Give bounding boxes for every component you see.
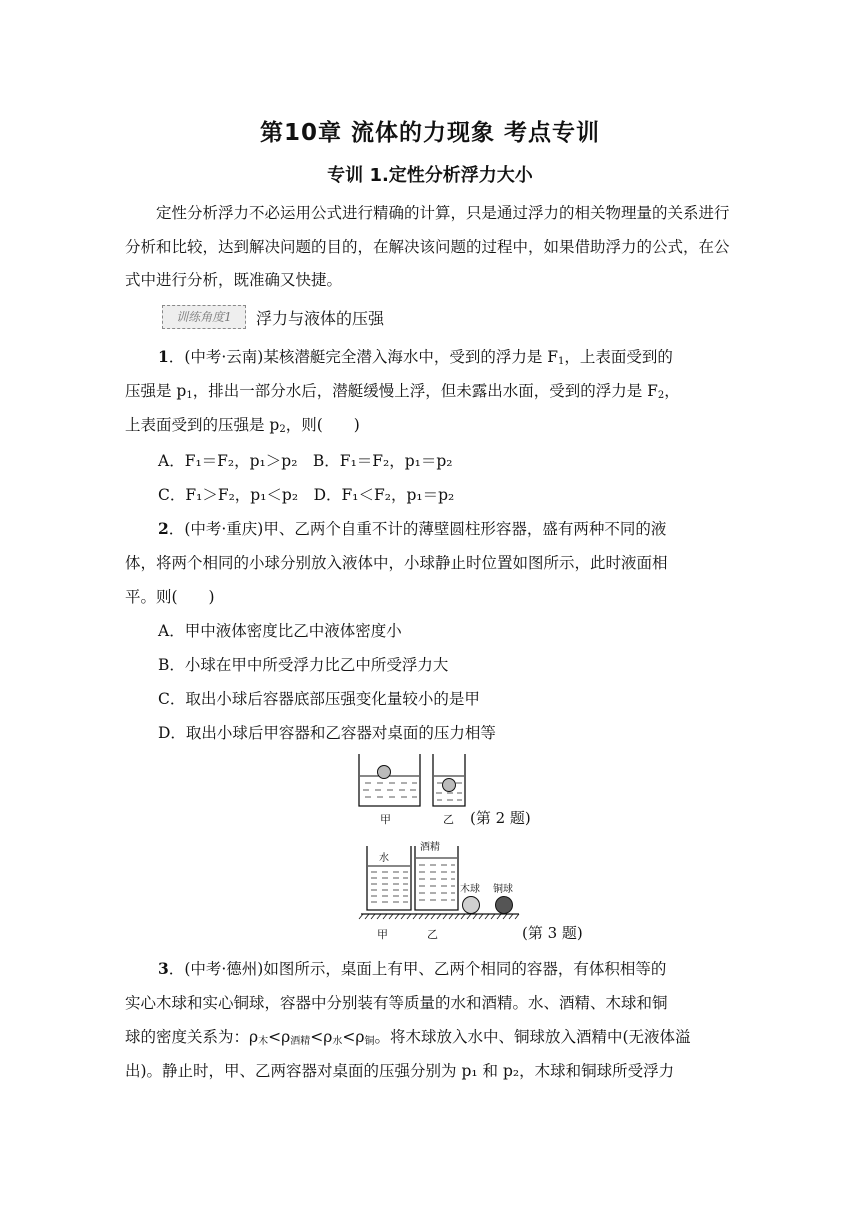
- q3-caption: (第 3 题): [522, 924, 583, 942]
- section-heading: 浮力与液体的压强: [256, 309, 385, 328]
- q1-line2: 压强是 $p_1$，排出一部分水后，潜艇缓慢上浮，但未露出水面，受到的浮力是 $F_2$，: [125, 382, 680, 401]
- container-jia: [359, 754, 420, 806]
- intro-paragraph: 定性分析浮力不必运用公式进行精确的计算，只是通过浮力的相关物理量的关系进行分析和比较，达到解决问题的目的，在解决该问题的过程中，如果借助浮力的公式，在公式中进行分析，既准确又快捷。: [125, 204, 730, 289]
- q2-option-b: B．小球在甲中所受浮力比乙中所受浮力大: [158, 656, 449, 674]
- q1-option-b: B．F₁＝F₂，p₁＝p₂: [312, 452, 453, 470]
- q2-option-c: C．取出小球后容器底部压强变化量较小的是甲: [158, 690, 480, 708]
- q1-line3: 上表面受到的压强是 $p_2$，则( ): [125, 416, 360, 435]
- q1-line1: 1．(中考·云南)某核潜艇完全潜入海水中，受到的浮力是 $F_1$，上表面受到的: [158, 347, 673, 367]
- ball-yi: [443, 779, 456, 792]
- q1-option-d: D．F₁＜F₂，p₁＝p₂: [313, 486, 455, 504]
- q3-line3: 球的密度关系为：$\rho_木<\rho_{酒精}<\rho_水<\rho_铜$。将木球放入水中、铜球放入酒精中(无液体溢: [125, 1028, 691, 1047]
- q2-line2: 体，将两个相同的小球分别放入液体中，小球静止时位置如图所示，此时液面相: [125, 554, 668, 572]
- q3-label-alcohol: 酒精: [420, 842, 440, 853]
- q1-options-cd: [158, 483, 454, 505]
- q3-label-water: 水: [379, 853, 389, 864]
- q2-figure: [350, 752, 470, 812]
- q1-options-ab: [158, 449, 453, 471]
- q2-line3: 平。则( ): [125, 588, 215, 606]
- q2-option-d: D．取出小球后甲容器和乙容器对桌面的压力相等: [158, 724, 496, 742]
- q1-option-a: A．F₁＝F₂，p₁＞p₂: [158, 452, 298, 470]
- q3-line4: 出)。静止时，甲、乙两容器对桌面的压强分别为 p₁ 和 p₂，木球和铜球所受浮力: [125, 1062, 675, 1080]
- table-surface: [359, 914, 519, 919]
- container-yi: [433, 754, 465, 806]
- ball-jia: [378, 766, 391, 779]
- q2-line1: 2．(中考·重庆)甲、乙两个自重不计的薄壁圆柱形容器，盛有两种不同的液: [158, 519, 667, 538]
- page-title: 第10章 流体的力现象 考点专训: [259, 120, 601, 146]
- copper-ball: [496, 897, 513, 914]
- q3-line1: 3．(中考·德州)如图所示，桌面上有甲、乙两个相同的容器，有体积相等的: [158, 959, 667, 978]
- q1-option-c: C．F₁＞F₂，p₁＜p₂: [158, 486, 299, 504]
- q3-label-yi: 乙: [427, 928, 438, 941]
- q2-caption: (第 2 题): [470, 809, 531, 827]
- container-alcohol: [415, 846, 458, 910]
- q2-option-a: A．甲中液体密度比乙中液体密度小: [158, 622, 402, 640]
- training-angle-badge: 训练角度1: [162, 305, 246, 329]
- q3-label-jia: 甲: [377, 928, 388, 941]
- wood-ball: [463, 897, 480, 914]
- container-water: [367, 846, 411, 910]
- q2-label-jia: 甲: [380, 813, 391, 826]
- q3-line2: 实心木球和实心铜球，容器中分别装有等质量的水和酒精。水、酒精、木球和铜: [125, 994, 668, 1012]
- q3-label-wood: 木球: [460, 884, 480, 895]
- q2-label-yi: 乙: [443, 813, 454, 826]
- section-subtitle: 专训 1.定性分析浮力大小: [327, 165, 533, 186]
- q3-label-copper: 铜球: [493, 884, 513, 895]
